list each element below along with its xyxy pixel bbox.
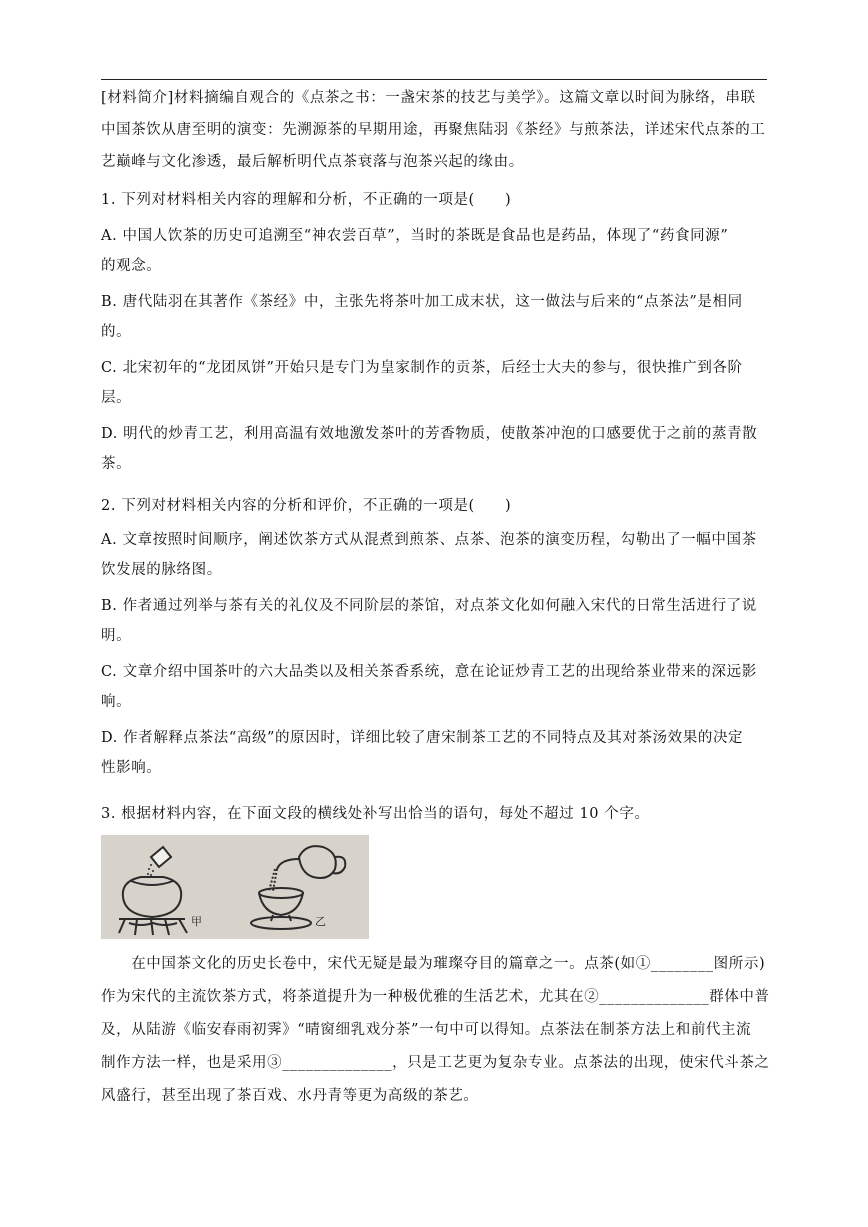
q1-option-d-cont: 茶。 — [101, 456, 132, 472]
q1-option-c: C. 北宋初年的“龙团凤饼”开始只是专门为皇家制作的贡茶，后经士大夫的参与，很快推广到各阶 — [101, 360, 743, 376]
q2-option-a-cont: 饮发展的脉络图。 — [101, 562, 222, 578]
q1-option-b: B. 唐代陆羽在其著作《茶经》中，主张先将茶叶加工成末状，这一做法与后来的“点茶法”是相同 — [101, 294, 743, 310]
tea-illustration — [101, 835, 369, 939]
intro-line: 艺巅峰与文化渗透，最后解析明代点茶衰落与泡茶兴起的缘由。 — [101, 154, 524, 170]
passage-line: 风盛行，甚至出现了茶百戏、水丹青等更为高级的茶艺。 — [101, 1088, 479, 1104]
q2-option-c: C. 文章介绍中国茶叶的六大品类以及相关茶香系统，意在论证炒青工艺的出现给茶业带来的深远影 — [101, 664, 757, 680]
q2-option-a: A. 文章按照时间顺序，阐述饮茶方式从混煮到煎茶、点茶、泡茶的演变历程，勾勒出了一幅中国茶 — [101, 532, 757, 548]
intro-line: [材料简介]材料摘编自观合的《点茶之书：一盏宋茶的技艺与美学》。这篇文章以时间为脉络，串联 — [101, 90, 756, 106]
q1-option-b-cont: 的。 — [101, 324, 132, 340]
tea-illustration-svg — [101, 835, 369, 939]
q2-option-c-cont: 响。 — [101, 694, 132, 710]
q2-option-d-cont: 性影响。 — [101, 760, 162, 776]
passage-line: 制作方法一样，也是采用③______________，只是工艺更为复杂专业。点茶法的出现，使宋代斗茶之 — [101, 1055, 770, 1071]
question-1-stem: 1. 下列对材料相关内容的理解和分析，不正确的一项是( ) — [101, 192, 512, 208]
q2-option-b: B. 作者通过列举与茶有关的礼仪及不同阶层的茶馆，对点茶文化如何融入宋代的日常生活进行了说 — [101, 598, 757, 614]
passage-line: 及，从陆游《临安春雨初霁》“晴窗细乳戏分茶”一句中可以得知。点茶法在制茶方法上和前代主流 — [101, 1022, 752, 1038]
q2-option-d: D. 作者解释点茶法“高级”的原因时，详细比较了唐宋制茶工艺的不同特点及其对茶汤效果的决定 — [101, 730, 744, 746]
q1-option-a-cont: 的观念。 — [101, 258, 162, 274]
header-rule — [101, 79, 767, 80]
q1-option-c-cont: 层。 — [101, 390, 132, 406]
label-jia: 甲 — [191, 915, 202, 928]
passage-line: 作为宋代的主流饮茶方式，将茶道提升为一种极优雅的生活艺术，尤其在②______________群体中普 — [101, 989, 770, 1005]
label-yi: 乙 — [315, 915, 326, 928]
q2-option-b-cont: 明。 — [101, 628, 132, 644]
q1-option-a: A. 中国人饮茶的历史可追溯至“神农尝百草”，当时的茶既是食品也是药品，体现了“药食同源” — [101, 228, 729, 244]
question-2-stem: 2. 下列对材料相关内容的分析和评价，不正确的一项是( ) — [101, 498, 512, 514]
intro-line: 中国茶饮从唐至明的演变：先溯源茶的早期用途，再聚焦陆羽《茶经》与煎茶法，详述宋代点茶的工 — [101, 122, 766, 138]
question-3-stem: 3. 根据材料内容，在下面文段的横线处补写出恰当的语句，每处不超过 10 个字。 — [101, 806, 650, 822]
q1-option-d: D. 明代的炒青工艺，利用高温有效地激发茶叶的芳香物质，使散茶冲泡的口感要优于之前的蒸青散 — [101, 426, 758, 442]
passage-line: 在中国茶文化的历史长卷中，宋代无疑是最为璀璨夺目的篇章之一。点茶(如①________图所示) — [101, 956, 766, 972]
